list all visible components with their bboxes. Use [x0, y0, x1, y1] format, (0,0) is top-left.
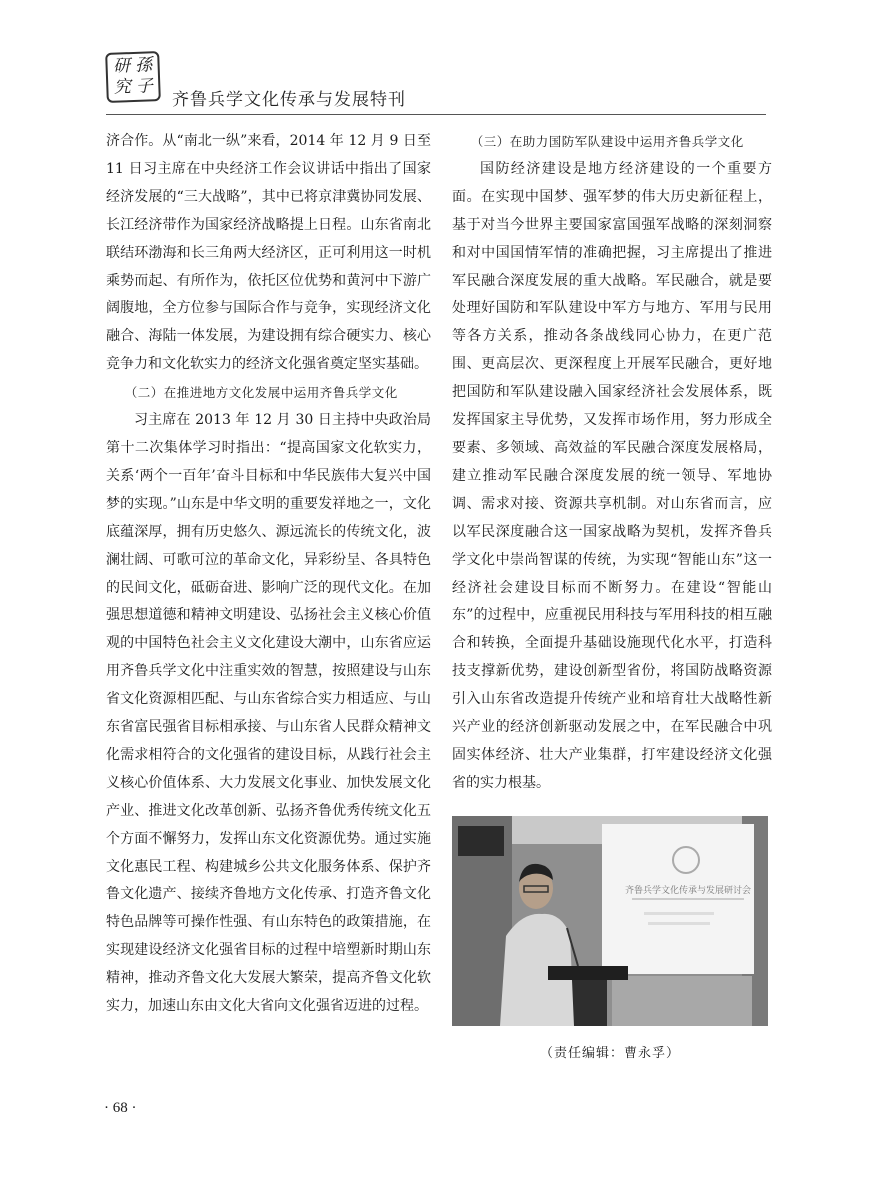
paragraph: 习主席在 2013 年 12 月 30 日主持中央政治局第十二次集体学习时指出：“提高国家文化软实力，关系‘两个一百年’奋斗目标和中华民族伟大复兴中国梦的实现。”山东是中华文明的重要发祥地之一，文化底蕴深厚，拥有历史悠久、源远流长的传统文化，波澜壮阔、可歌可泣的革命文化，异彩纷呈、各具特色的民间文化，砥砺奋进、影响广泛的现代文化。在加强思想道德和精神文明建设、弘扬社会主义核心价值观的中国特色社会主义文化建设大潮中，山东省应运用齐鲁兵学文化中注重实效的智慧，按照建设与山东省文化资源相匹配、与山东省综合实力相适应、与山东省富民强省目标相承接、与山东省人民群众精神文化需求相符合的文化强省的建设目标，从践行社会主义核心价值体系、大力发展文化事业、加快发展文化产业、推进文化改革创新、弘扬齐鲁优秀传统文化五个方面不懈努力，发挥山东文化资源优势。通过实施文化惠民工程、构建城乡公共文化服务体系、保护齐鲁文化遗产、接续齐鲁地方文化传承、打造齐鲁文化特色品牌等可操作性强、有山东特色的政策措施，在实现建设经济文化强省目标的过程中培塑新时期山东精神，推动齐鲁文化大发展大繁荣，提高齐鲁文化软实力，加速山东由文化大省向文化强省迈进的过程。: [106, 412, 431, 1015]
editor-caption: （责任编辑：曹永孚）: [539, 1046, 680, 1061]
photo-illustration: [452, 816, 768, 1026]
right-column: [452, 128, 772, 798]
logo-char: 孫: [134, 55, 153, 76]
left-column: [106, 128, 431, 1021]
logo-char: 子: [135, 76, 154, 97]
logo-char: 究: [113, 77, 132, 98]
page-header: [106, 52, 806, 114]
section-heading: （二）在推进地方文化发展中运用齐鲁兵学文化: [124, 385, 398, 401]
header-rule: [106, 114, 766, 115]
journal-logo: [105, 51, 161, 103]
section-heading: （三）在助力国防军队建设中运用齐鲁兵学文化: [470, 134, 744, 149]
paragraph: 济合作。从“南北一纵”来看，2014 年 12 月 9 日至 11 日习主席在中央经济工作会议讲话中指出了国家经济发展的“三大战略”，其中已将京津冀协同发展、长江经济带作为国家经济战略提上日程。山东省南北联结环渤海和长三角两大经济区，正可利用这一时机乘势而起、有所作为，依托区位优势和黄河中下游广阔腹地，全方位参与国际合作与竞争，实现经济文化融合、海陆一体发展，为建设拥有综合硬实力、核心竞争力和文化软实力的经济文化强省奠定坚实基础。: [106, 133, 431, 373]
page-number: · 68 ·: [104, 1100, 137, 1116]
logo-char: 研: [112, 56, 131, 77]
journal-title: 齐鲁兵学文化传承与发展特刊: [172, 90, 406, 110]
conference-photo: [452, 816, 768, 1026]
screen-text: 齐鲁兵学文化传承与发展研讨会: [624, 886, 752, 896]
paragraph: 国防经济建设是地方经济建设的一个重要方面。在实现中国梦、强军梦的伟大历史新征程上，基于对当今世界主要国家富国强军战略的深刻洞察和对中国国情军情的准确把握，习主席提出了推进军民融合深度发展的重大战略。军民融合，就是要处理好国防和军队建设中军方与地方、军用与民用等各方关系，推动各条战线同心协力，在更广范围、更高层次、更深程度上开展军民融合，更好地把国防和军队建设融入国家经济社会发展体系，既发挥国家主导优势，又发挥市场作用，努力形成全要素、多领域、高效益的军民融合深度发展格局，建立推动军民融合深度发展的统一领导、军地协调、需求对接、资源共享机制。对山东省而言，应以军民深度融合这一国家战略为契机，发挥齐鲁兵学文化中崇尚智谋的传统，为实现“智能山东”这一经济社会建设目标而不断努力。在建设“智能山东”的过程中，应重视民用科技与军用科技的相互融合和转换，全面提升基础设施现代化水平，打造科技支撑新优势，建设创新型省份，将国防战略资源引入山东省改造提升传统产业和培育壮大战略性新兴产业的经济创新驱动发展之中，在军民融合中巩固实体经济、壮大产业集群，打牢建设经济文化强省的实力根基。: [452, 160, 772, 791]
